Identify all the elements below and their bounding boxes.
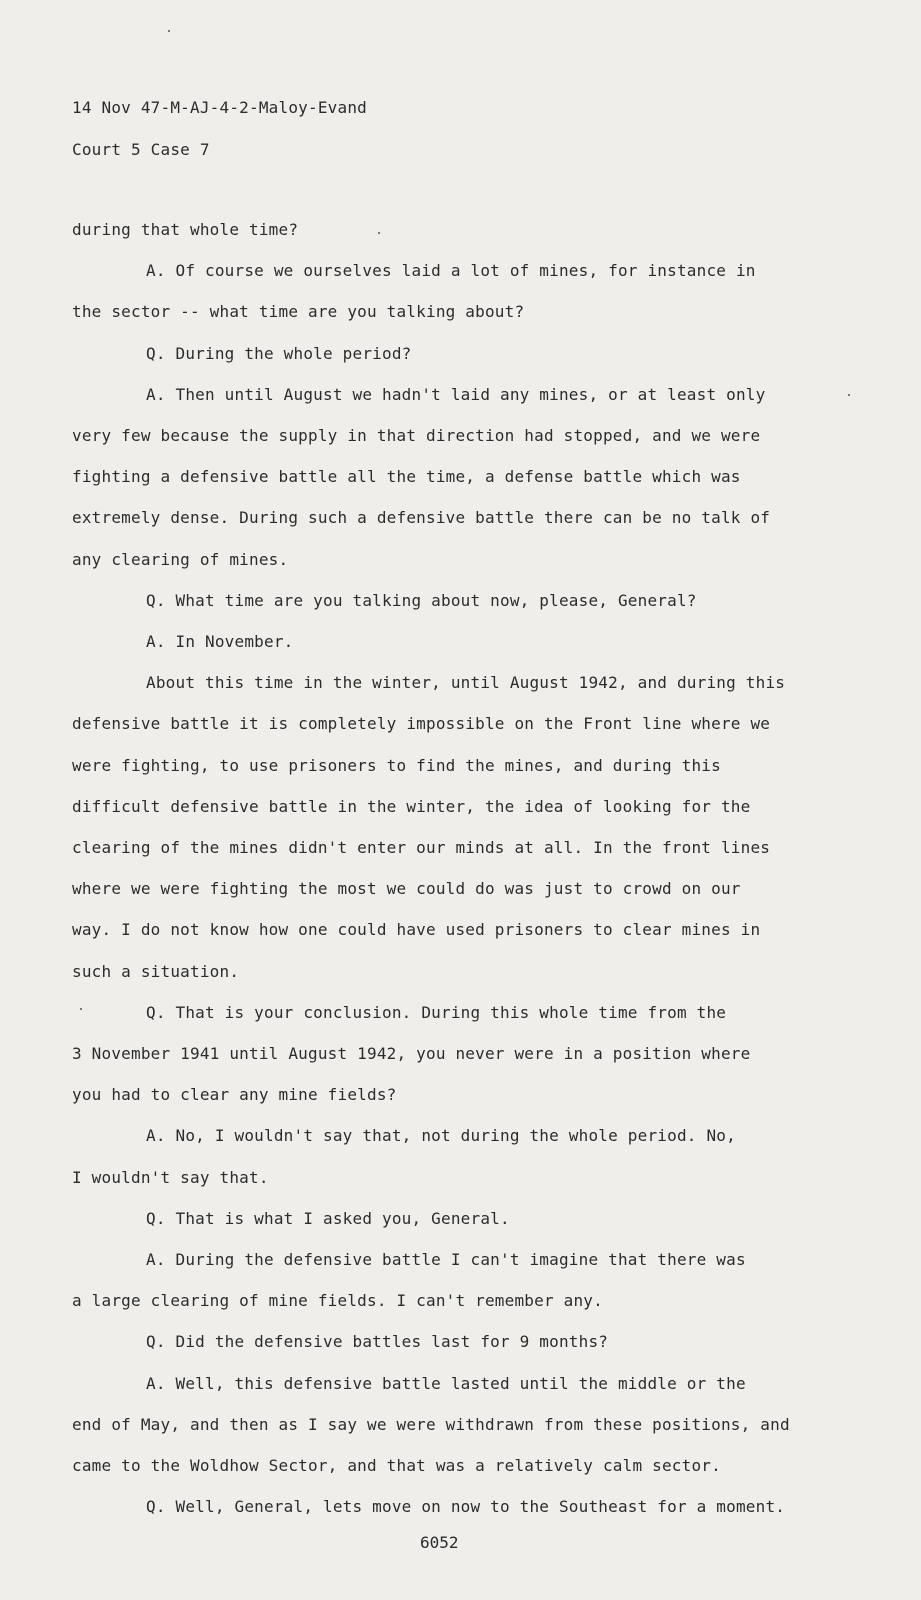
transcript-line: end of May, and then as I say we were withdrawn from these positions, and: [72, 1415, 790, 1434]
transcript-line: A. During the defensive battle I can't imagine that there was: [146, 1250, 746, 1269]
transcript-line: difficult defensive battle in the winter, the idea of looking for the: [72, 797, 751, 816]
transcript-line: very few because the supply in that direction had stopped, and we were: [72, 426, 761, 445]
paper-speck: [848, 394, 850, 396]
transcript-line: the sector -- what time are you talking about?: [72, 302, 525, 321]
transcript-line: Q. Well, General, lets move on now to the Southeast for a moment.: [146, 1497, 786, 1516]
transcript-line: A. No, I wouldn't say that, not during the whole period. No,: [146, 1126, 736, 1145]
transcript-line: 3 November 1941 until August 1942, you never were in a position where: [72, 1044, 751, 1063]
transcript-line: A. In November.: [146, 632, 294, 651]
transcript-line: where we were fighting the most we could do was just to crowd on our: [72, 879, 741, 898]
document-reference: 14 Nov 47-M-AJ-4-2-Maloy-Evand: [72, 98, 367, 117]
transcript-line: a large clearing of mine fields. I can't remember any.: [72, 1291, 603, 1310]
transcript-line: were fighting, to use prisoners to find the mines, and during this: [72, 756, 721, 775]
transcript-line: I wouldn't say that.: [72, 1168, 269, 1187]
transcript-line: any clearing of mines.: [72, 550, 289, 569]
transcript-line: fighting a defensive battle all the time, a defense battle which was: [72, 467, 741, 486]
transcript-line: Q. That is your conclusion. During this whole time from the: [146, 1003, 727, 1022]
transcript-line: such a situation.: [72, 962, 240, 981]
page-number: 6052: [420, 1533, 459, 1552]
transcript-line: defensive battle it is completely impossible on the Front line where we: [72, 714, 771, 733]
transcript-line: extremely dense. During such a defensive battle there can be no talk of: [72, 508, 771, 527]
transcript-line: A. Then until August we hadn't laid any mines, or at least only: [146, 385, 766, 404]
transcript-line: you had to clear any mine fields?: [72, 1085, 397, 1104]
transcript-line: Q. During the whole period?: [146, 344, 412, 363]
transcript-line: Q. That is what I asked you, General.: [146, 1209, 510, 1228]
transcript-line: A. Well, this defensive battle lasted until the middle or the: [146, 1374, 746, 1393]
transcript-line: About this time in the winter, until August 1942, and during this: [146, 673, 786, 692]
transcript-line: came to the Woldhow Sector, and that was a relatively calm sector.: [72, 1456, 721, 1475]
court-case-label: Court 5 Case 7: [72, 140, 210, 159]
transcript-line: way. I do not know how one could have used prisoners to clear mines in: [72, 920, 761, 939]
transcript-line: during that whole time?: [72, 220, 299, 239]
paper-speck: [80, 1008, 82, 1010]
transcript-line: Q. What time are you talking about now, please, General?: [146, 591, 697, 610]
transcript-line: clearing of the mines didn't enter our minds at all. In the front lines: [72, 838, 771, 857]
paper-speck: [168, 30, 170, 32]
paper-speck: [378, 232, 380, 234]
transcript-line: Q. Did the defensive battles last for 9 months?: [146, 1332, 609, 1351]
transcript-line: A. Of course we ourselves laid a lot of mines, for instance in: [146, 261, 756, 280]
